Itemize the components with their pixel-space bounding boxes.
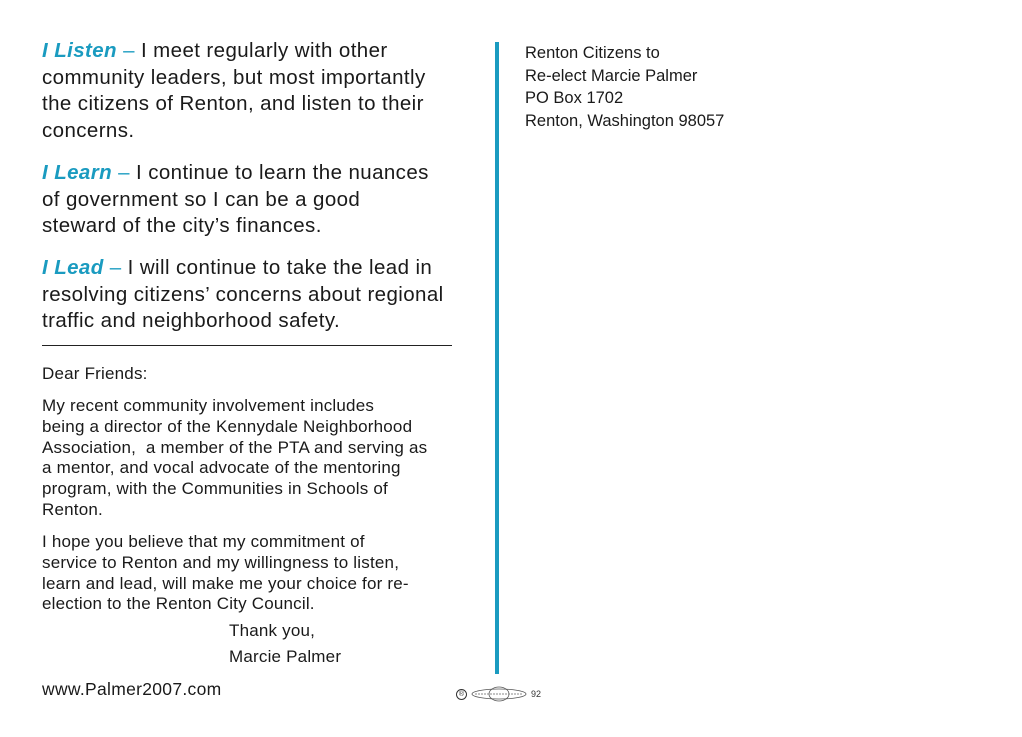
union-bug xyxy=(456,686,541,702)
text-line: I hope you believe that my commitment of xyxy=(42,532,365,551)
text-line: learn and lead, will make me your choice for re- xyxy=(42,573,409,593)
address-line: Renton Citizens to xyxy=(525,44,660,62)
dash: – xyxy=(112,161,137,184)
pillar-listen xyxy=(42,38,426,144)
letter-signature: Marcie Palmer xyxy=(229,647,342,666)
text-line: program, with the Communities in Schools of xyxy=(42,479,388,499)
pillar-lead xyxy=(42,255,444,335)
letter-paragraph-1 xyxy=(42,396,427,521)
address-line: PO Box 1702 xyxy=(525,89,624,107)
return-address xyxy=(525,42,724,132)
text-line: being a director of the Kennydale Neighborhood xyxy=(42,416,413,436)
text-line: Association, a member of the PTA and serving as xyxy=(42,437,428,457)
letter-closing: Thank you, xyxy=(229,621,316,640)
union-seal-icon xyxy=(471,686,527,702)
dash: – xyxy=(116,39,141,62)
website-link[interactable]: www.Palmer2007.com xyxy=(42,679,222,699)
text-line: community leaders, but most importantly xyxy=(42,65,426,89)
pillar-heading: I Listen xyxy=(42,39,117,62)
text-line: traffic and neighborhood safety. xyxy=(42,309,341,333)
address-line: Renton, Washington 98057 xyxy=(525,111,725,130)
text-line: I meet regularly with other xyxy=(140,39,388,62)
union-number: 92 xyxy=(531,689,542,699)
text-line: resolving citizens’ concerns about regional xyxy=(42,282,444,306)
address-line: Re-elect Marcie Palmer xyxy=(525,66,698,85)
text-line: I continue to learn the nuances xyxy=(136,161,429,184)
text-line: election to the Renton City Council. xyxy=(42,594,315,614)
text-line: concerns. xyxy=(42,118,135,142)
text-line: I will continue to take the lead in xyxy=(127,256,433,279)
letter-paragraph-2 xyxy=(42,532,409,615)
dash: – xyxy=(103,256,128,279)
divider xyxy=(42,345,452,346)
text-line: Renton. xyxy=(42,499,103,519)
text-line: the citizens of Renton, and listen to their xyxy=(42,92,424,116)
pillar-heading: I Learn xyxy=(42,161,113,184)
pillar-learn xyxy=(42,160,429,240)
registered-mark: ® xyxy=(456,689,467,700)
letter-greeting: Dear Friends: xyxy=(42,364,148,383)
text-line: of government so I can be a good xyxy=(42,187,361,211)
text-line: service to Renton and my willingness to listen, xyxy=(42,552,400,572)
pillar-heading: I Lead xyxy=(42,256,104,279)
text-line: a mentor, and vocal advocate of the mentoring xyxy=(42,458,401,478)
vertical-divider xyxy=(495,42,499,674)
text-line: steward of the city’s finances. xyxy=(42,214,322,238)
text-line: My recent community involvement includes xyxy=(42,396,375,415)
